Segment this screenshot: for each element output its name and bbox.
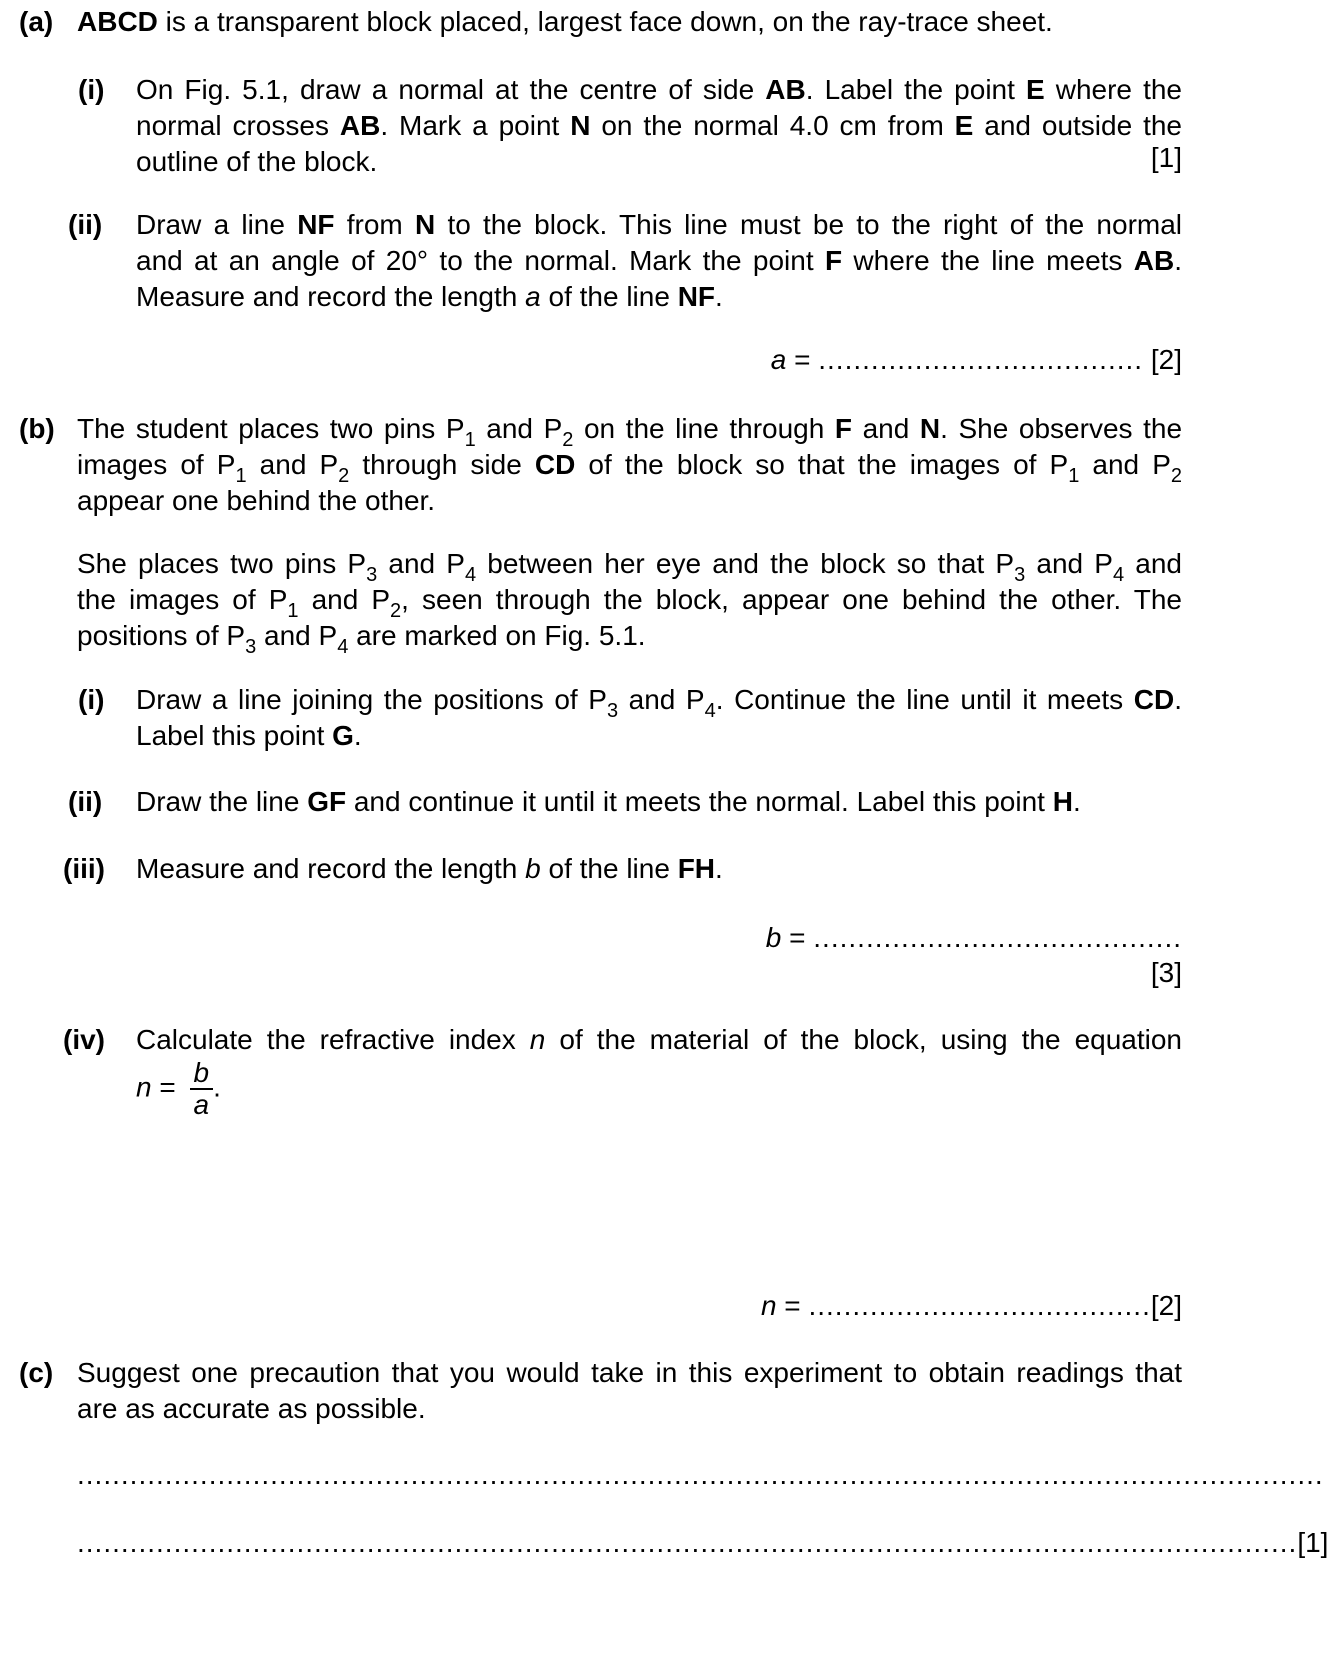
part-a-ii-text: Draw a line NF from N to the block. This line must be to the right of the normal and at an angle of 20° to the normal. Mark the point F where the line meets AB. Measure and record the length a of the line NF. — [136, 209, 1183, 312]
part-b-iii-label: (iii) — [63, 853, 105, 884]
refractive-index-equation: n = $\frac{b}{a}$ . — [136, 1057, 221, 1120]
part-b-i-label: (i) — [78, 684, 105, 715]
part-b-iv-marks: [2] — [1150, 1290, 1182, 1321]
answer-line-a[interactable]: a = ..................................... [2] — [770, 344, 1182, 375]
part-a-stem: ABCD is a transparent block placed, largest face down, on the ray-trace sheet. — [77, 6, 1053, 37]
part-b-iii-text: Measure and record the length b of the line FH. — [136, 853, 723, 884]
part-c-text: Suggest one precaution that you would take in this experiment to obtain readings that are as accurate as possible. — [77, 1357, 1182, 1424]
part-a-label: (a) — [19, 6, 54, 37]
part-b-para1: The student places two pins $P_1$ and $P_2$ on the line through F and N. She observes the images of $P_1$ and $P_2$ through side CD of the block so that the images of $P_1$ and $P_2$ appear one behind the other. — [77, 413, 1183, 516]
part-b-label: (b) — [19, 413, 55, 444]
part-a-i-text: On Fig. 5.1, draw a normal at the centre of side AB. Label the point E where the normal crosses AB. Mark a point N on the normal 4.0 cm from E and outside the outline of the block. — [136, 74, 1182, 177]
part-b-para2: She places two pins $P_3$ and $P_4$ between her eye and the block so that $P_3$ and $P_4$ and the images of $P_1$ and $P_2$, seen through the block, appear one behind the other. The positions of $P_3$ and $P_4$ are marked on Fig. 5.1. — [77, 548, 1183, 658]
part-b-ii-label: (ii) — [68, 786, 103, 817]
fraction: $\frac{b}{a}$ — [190, 1058, 214, 1120]
part-a-i-marks: [1] — [1150, 142, 1182, 173]
part-b-ii-text: Draw the line GF and continue it until it meets the normal. Label this point H. — [136, 786, 1081, 817]
part-b-iii-marks: [3] — [1150, 957, 1182, 988]
answer-line-n[interactable]: n = .......................................[2] — [760, 1290, 1182, 1321]
part-b-iv-label: (iv) — [63, 1024, 105, 1055]
part-c-marks: [1] — [1297, 1527, 1328, 1558]
part-a-ii-marks: [2] — [1150, 344, 1182, 375]
answer-line-c-2[interactable]: ...........................................................................................................................................[1] — [77, 1527, 1328, 1558]
part-b-iv-text: Calculate the refractive index n of the material of the block, using the equation — [136, 1024, 1183, 1055]
part-a-ii-label: (ii) — [68, 209, 103, 240]
part-c-label: (c) — [19, 1357, 54, 1388]
part-b-i-text: Draw a line joining the positions of $P_3$ and $P_4$. Continue the line until it meets CD. Label this point G. — [136, 684, 1182, 751]
answer-line-b[interactable]: b = .......................................... — [765, 922, 1182, 953]
part-a-i-label: (i) — [78, 74, 105, 105]
answer-line-c-1[interactable]: .............................................................................................................................................. — [77, 1459, 1324, 1490]
